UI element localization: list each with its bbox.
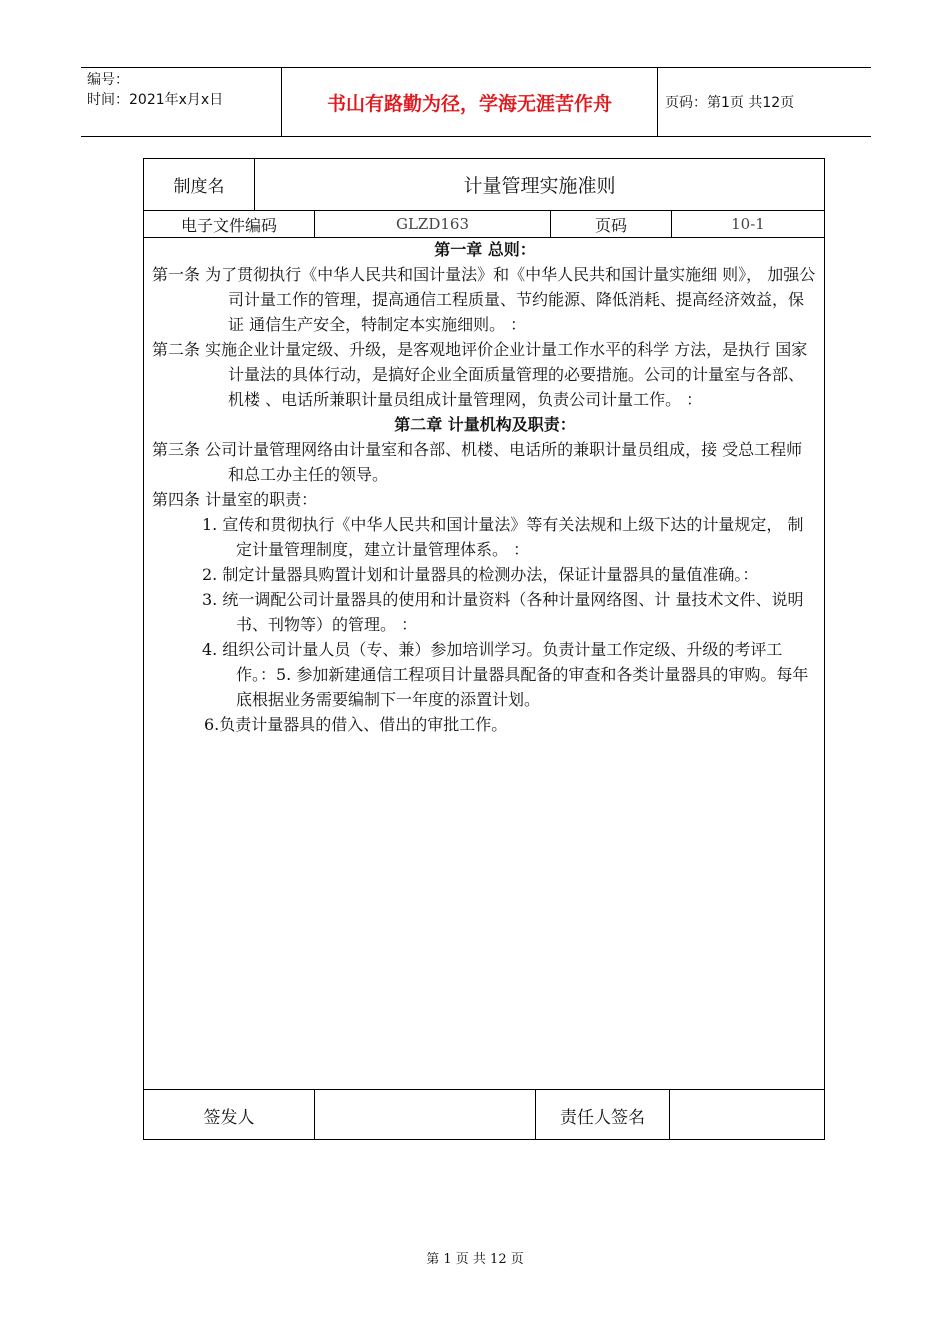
header-meta	[81, 68, 281, 136]
duty-item: 6.负责计量器具的借入、借出的审批工作。	[204, 715, 508, 734]
responsible-label: 责任人签名	[536, 1090, 670, 1140]
chapter-heading: 第二章 计量机构及职责：	[394, 415, 576, 434]
file-code-value: GLZD163	[315, 211, 551, 237]
duty-item: 3. 统一调配公司计量器具的使用和计量资料（各种计量网络图、计 量技术文件、说明书、刊物等）的管理。 ：	[202, 590, 804, 634]
header-page-info: 页码：第1页 共12页	[665, 95, 795, 111]
chapter-heading: 第一章 总则：	[434, 240, 536, 259]
page-label: 页码	[551, 211, 672, 237]
duty-item: 4. 组织公司计量人员（专、兼）参加培训学习。负责计量工作定级、升级的考评工 作。：5. 参加新建通信工程项目计量器具配备的审查和各类计量器具的审购。每年 底根据业务需要编制下一年度的添置计划。	[202, 640, 809, 709]
issuer-label: 签发人	[144, 1090, 315, 1140]
article-paragraph: 第四条 计量室的职责：	[152, 490, 318, 509]
document-title: 计量管理实施准则	[463, 175, 616, 197]
responsible-signature-field[interactable]	[670, 1090, 824, 1140]
time-label: 时间：2021年x月x日	[87, 92, 224, 108]
duty-item: 1. 宣传和贯彻执行《中华人民共和国计量法》等有关法规和上级下达的计量规定， 制定计量管理制度，建立计量管理体系。 ：	[202, 515, 804, 559]
page-header	[81, 67, 871, 137]
motto: 书山有路勤为径，学海无涯苦作舟	[281, 68, 658, 136]
number-label: 编号：	[87, 72, 129, 88]
article-paragraph: 第一条 为了贯彻执行《中华人民共和国计量法》和《中华人民共和国计量实施细 则》， 加强公司计量工作的管理，提高通信工程质量、节约能源、降低消耗、提高经济效益，保证 通信生产安全，特制定本实施细则。 ：	[152, 265, 816, 334]
issuer-field[interactable]	[315, 1090, 536, 1140]
duty-item: 2. 制定计量器具购置计划和计量器具的检测办法，保证计量器具的量值准确。：	[202, 565, 759, 584]
signature-row	[144, 1089, 824, 1140]
file-code-label: 电子文件编码	[144, 211, 315, 237]
page-value: 10-1	[731, 215, 765, 233]
code-row	[144, 211, 824, 238]
name-label: 制度名	[144, 159, 255, 210]
regulation-form	[143, 158, 825, 1140]
title-row	[144, 159, 824, 211]
article-paragraph: 第二条 实施企业计量定级、升级，是客观地评价企业计量工作水平的科学 方法，是执行 国家计量法的具体行动，是搞好企业全面质量管理的必要措施。公司的计量室与各部、机楼 、电话所兼职计量员组成计量管理网，负责公司计量工作。 ：	[152, 340, 808, 409]
page-footer: 第 1 页 共 12 页	[426, 1252, 524, 1267]
regulation-body	[152, 237, 818, 737]
article-paragraph: 第三条 公司计量管理网络由计量室和各部、机楼、电话所的兼职计量员组成，接 受总工程师和总工办主任的领导。	[152, 440, 803, 484]
